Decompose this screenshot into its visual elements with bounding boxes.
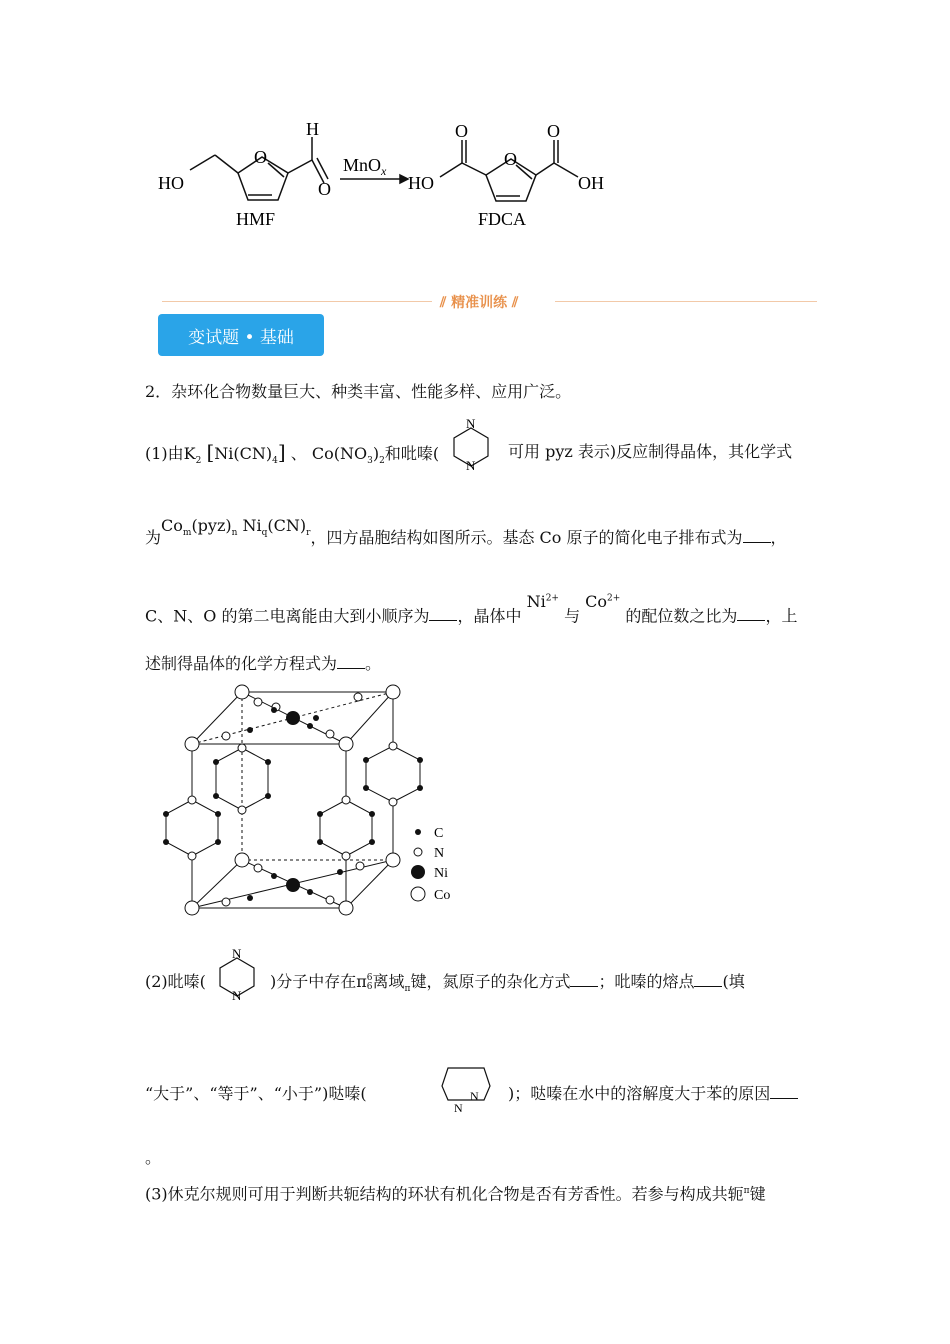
section-tag: 变试题 • 基础 bbox=[158, 314, 324, 356]
q2-part2-period: 。 bbox=[145, 1148, 162, 1167]
banner-line-right bbox=[555, 301, 817, 302]
ring-oxygen-hmf: O bbox=[254, 147, 267, 167]
q2-line1: (1)由$K_2$ $[Ni(CN)_4]$ 、 $Co(NO_3)_2$和吡嗪( bbox=[145, 440, 440, 467]
svg-text:N: N bbox=[454, 1101, 463, 1115]
svg-text:N: N bbox=[466, 416, 476, 431]
ring-oxygen-fdca: O bbox=[504, 149, 517, 169]
q2-intro: 2．杂环化合物数量巨大、种类丰富、性能多样、应用广泛。 bbox=[145, 382, 572, 401]
q2-line2: 为$Co_m(pyz)_n$ $Ni_q(CN)_r$，四方晶胞结构如图所示。基态 Co 原子的简化电子排布式为 ， bbox=[145, 516, 787, 547]
svg-text:N: N bbox=[470, 1089, 479, 1103]
reaction-scheme bbox=[150, 115, 630, 235]
banner-line-left bbox=[162, 301, 432, 302]
q2-line4: 述制得晶体的化学方程式为 。 bbox=[145, 654, 382, 673]
reagent: MnO$_x$ bbox=[343, 155, 387, 178]
banner-title: ⫽ 精准训练 ⫽ bbox=[440, 295, 519, 311]
svg-text:N: N bbox=[466, 458, 476, 470]
q2-part2-line2: “大于”、“等于”、“小于”)哒嗪( bbox=[145, 1084, 367, 1103]
legend-n: N bbox=[434, 846, 445, 861]
svg-text:N: N bbox=[232, 946, 242, 961]
aldehyde-h: H bbox=[306, 119, 319, 139]
fdca-label: FDCA bbox=[478, 209, 527, 229]
fdca-oh: OH bbox=[578, 173, 604, 193]
legend-ni: Ni bbox=[434, 866, 448, 881]
fdca-ho: HO bbox=[408, 173, 434, 193]
legend-co: Co bbox=[434, 888, 451, 903]
pyrazine-structure bbox=[448, 414, 494, 470]
svg-text:N: N bbox=[232, 988, 242, 1000]
crystal-cell-diagram bbox=[150, 680, 470, 925]
aldehyde-o: O bbox=[318, 179, 331, 199]
legend-c: C bbox=[434, 826, 444, 841]
q2-line3: C、N、O 的第二电离能由大到小顺序为 ，晶体中 $Ni^{2+}$ 与 $Co^{2+}$ 的配位数之比为 ，上 bbox=[145, 592, 798, 626]
ho-left: HO bbox=[158, 173, 184, 193]
fdca-o-top-left: O bbox=[455, 121, 468, 141]
q2-line1-end: 可用 pyz 表示)反应制得晶体，其化学式 bbox=[508, 442, 793, 461]
fdca-o-top-right: O bbox=[547, 121, 560, 141]
hmf-label: HMF bbox=[236, 209, 276, 229]
q2-part2-line: )分子中存在π6 6离域$_\pi$键，氮原子的杂化方式 ；吡嗪的熔点 (填 bbox=[270, 972, 745, 995]
q2-part2-start: (2)吡嗪( bbox=[145, 972, 206, 991]
pyrazine-structure-2 bbox=[214, 944, 260, 1000]
q2-part3: (3)休克尔规则可用于判断共轭结构的环状有机化合物是否有芳香性。若参与构成共轭$^\pi$键 bbox=[145, 1184, 766, 1204]
pyridazine-structure bbox=[436, 1056, 496, 1116]
q2-part2-line2-end: )；哒嗪在水中的溶解度大于苯的原因 bbox=[508, 1084, 798, 1104]
